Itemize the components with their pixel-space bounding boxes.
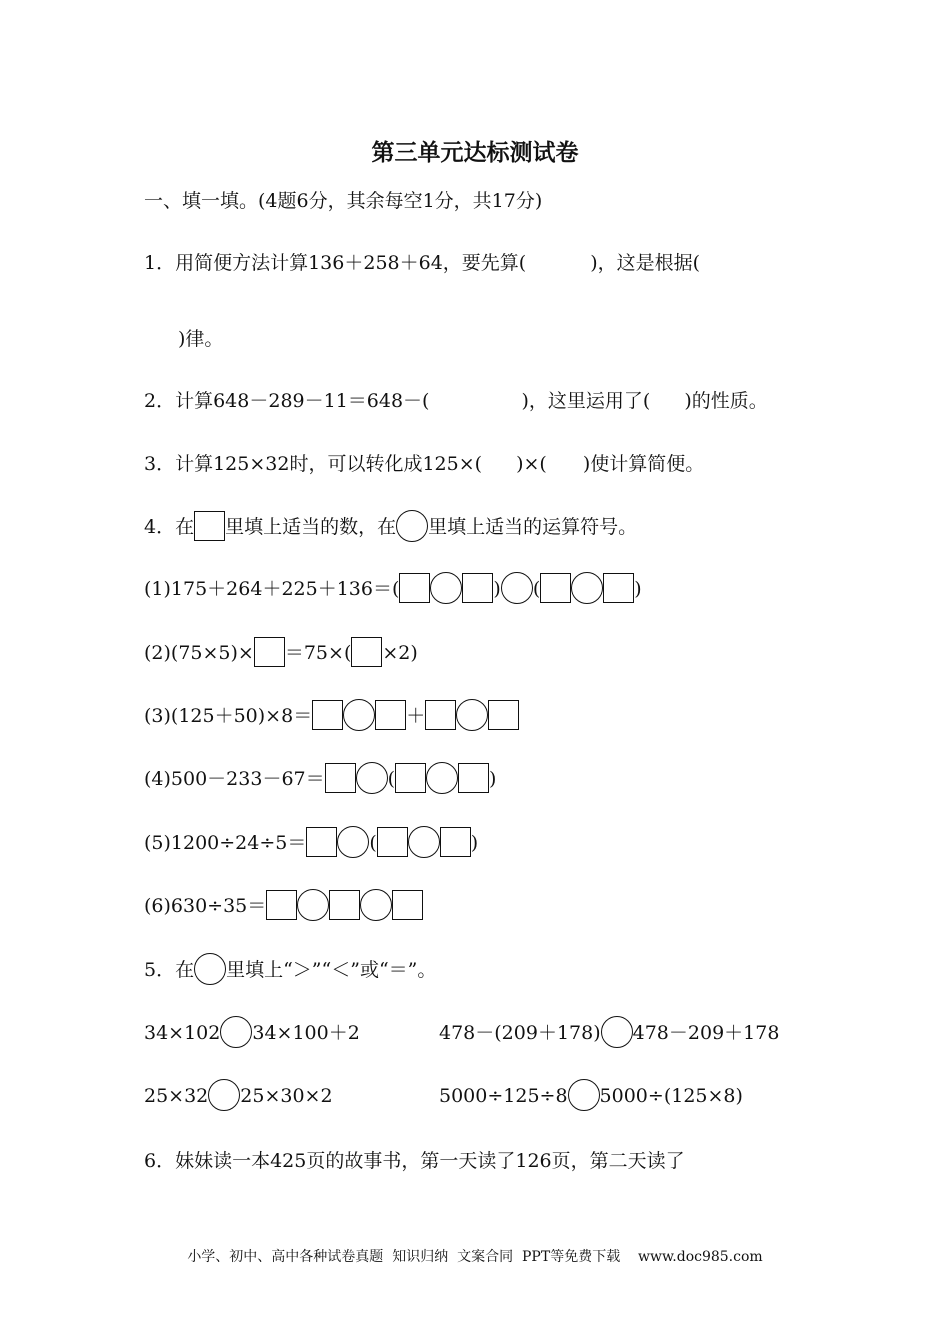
answer-circle[interactable] xyxy=(356,762,388,794)
answer-box[interactable] xyxy=(329,890,360,920)
answer-circle[interactable] xyxy=(426,762,458,794)
question-4-6: (6)630÷35＝ xyxy=(144,888,423,924)
answer-box[interactable] xyxy=(603,573,634,603)
question-4-3: (3)(125＋50)×8＝ ＋ xyxy=(144,698,519,734)
question-3: 3．计算125×32时，可以转化成125×( )×( )使计算简便。 xyxy=(144,453,705,475)
answer-box[interactable] xyxy=(395,763,426,793)
compare-item: 25×32 25×30×2 xyxy=(144,1078,333,1114)
answer-circle[interactable] xyxy=(408,826,440,858)
answer-box[interactable] xyxy=(399,573,430,603)
answer-box[interactable] xyxy=(488,700,519,730)
answer-circle[interactable] xyxy=(501,572,533,604)
answer-circle[interactable] xyxy=(360,889,392,921)
page-footer: 小学、初中、高中各种试卷真题 知识归纳 文案合同 PPT等免费下载 www.doc985.com xyxy=(187,1249,763,1265)
answer-circle[interactable] xyxy=(568,1079,600,1111)
question-4: 4．在 里填上适当的数，在 里填上适当的运算符号。 xyxy=(144,509,637,545)
question-4-1: (1)175＋264＋225＋136＝( ) ( ) xyxy=(144,571,642,607)
answer-box[interactable] xyxy=(392,890,423,920)
answer-circle[interactable] xyxy=(194,953,226,985)
answer-circle[interactable] xyxy=(297,889,329,921)
answer-box[interactable] xyxy=(540,573,571,603)
answer-box[interactable] xyxy=(266,890,297,920)
answer-circle[interactable] xyxy=(208,1079,240,1111)
compare-item: 34×102 34×100＋2 xyxy=(144,1015,360,1051)
question-2: 2．计算648－289－11＝648－( )，这里运用了( )的性质。 xyxy=(144,390,768,412)
answer-box[interactable] xyxy=(462,573,493,603)
answer-box[interactable] xyxy=(458,763,489,793)
section-heading: 一、填一填。(4题6分，其余每空1分，共17分) xyxy=(144,190,543,212)
answer-box[interactable] xyxy=(312,700,343,730)
answer-circle[interactable] xyxy=(430,572,462,604)
answer-box[interactable] xyxy=(254,637,285,667)
answer-circle[interactable] xyxy=(456,699,488,731)
answer-circle[interactable] xyxy=(601,1016,633,1048)
answer-circle[interactable] xyxy=(571,572,603,604)
answer-box[interactable] xyxy=(377,827,408,857)
page-title: 第三单元达标测试卷 xyxy=(371,140,579,166)
question-5: 5．在 里填上“＞”“＜”或“＝”。 xyxy=(144,952,436,988)
answer-circle[interactable] xyxy=(337,826,369,858)
answer-circle[interactable] xyxy=(396,510,428,542)
question-6: 6．妹妹读一本425页的故事书，第一天读了126页，第二天读了 xyxy=(144,1150,685,1172)
compare-item: 478－(209＋178) 478－209＋178 xyxy=(439,1015,779,1051)
answer-circle[interactable] xyxy=(343,699,375,731)
answer-circle[interactable] xyxy=(220,1016,252,1048)
answer-box[interactable] xyxy=(325,763,356,793)
answer-box[interactable] xyxy=(375,700,406,730)
question-4-4: (4)500－233－67＝ ( ) xyxy=(144,761,496,797)
answer-box[interactable] xyxy=(306,827,337,857)
question-4-5: (5)1200÷24÷5＝ ( ) xyxy=(144,825,478,861)
answer-box[interactable] xyxy=(194,511,225,541)
answer-box[interactable] xyxy=(425,700,456,730)
compare-item: 5000÷125÷8 5000÷(125×8) xyxy=(439,1078,743,1114)
question-1-cont: )律。 xyxy=(178,328,224,350)
question-4-2: (2)(75×5)× ＝75×( ×2) xyxy=(144,635,418,671)
question-1: 1．用简便方法计算136＋258＋64，要先算( )，这是根据( xyxy=(144,252,701,274)
answer-box[interactable] xyxy=(440,827,471,857)
answer-box[interactable] xyxy=(351,637,382,667)
